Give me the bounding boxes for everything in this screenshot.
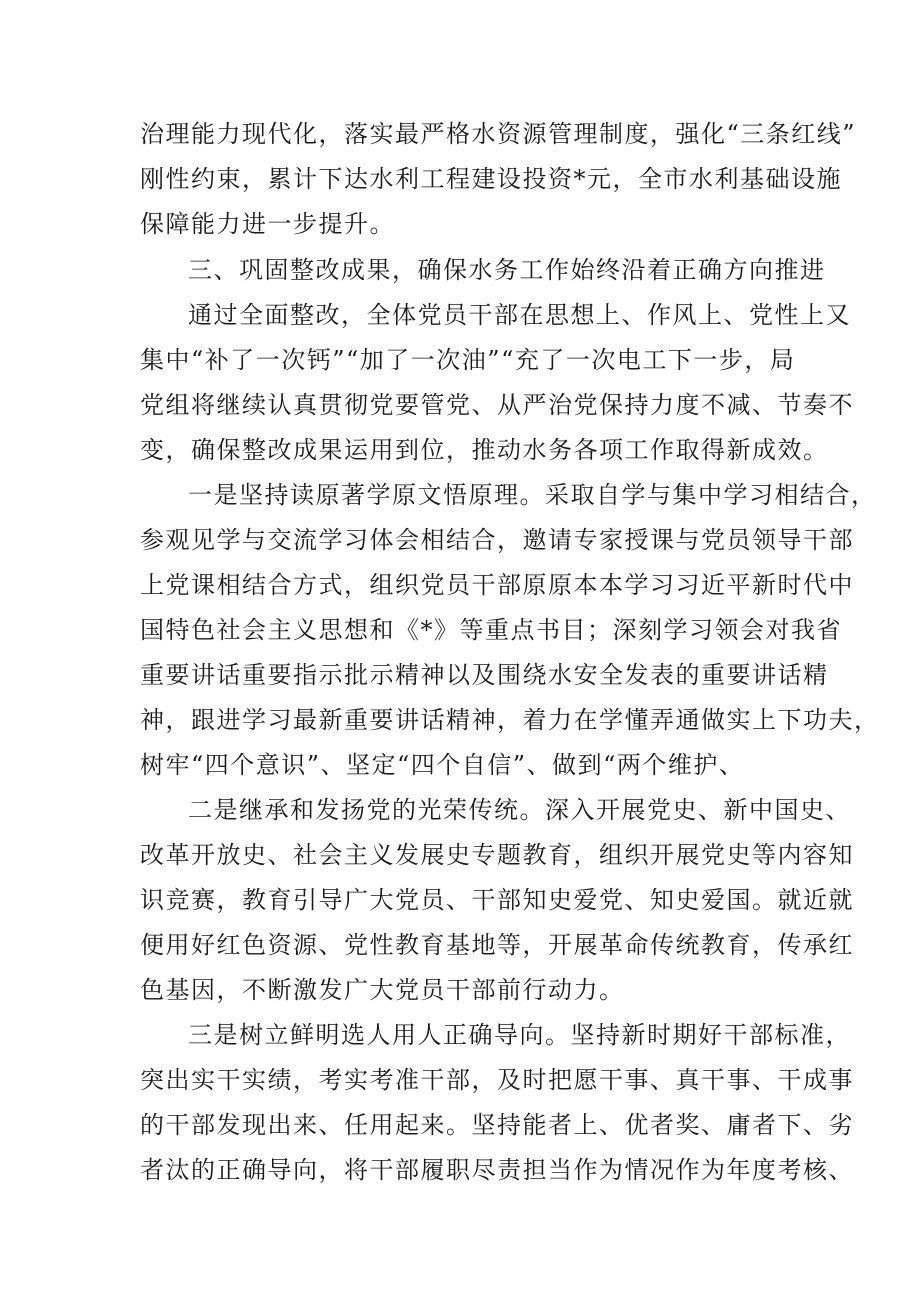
text-line: 便用好红色资源、党性教育基地等，开展革命传统教育，传承红 <box>140 931 854 959</box>
text-line: 识竞赛，教育引导广大党员、干部知史爱党、知史爱国。就近就 <box>140 886 854 914</box>
text-line: 重要讲话重要指示批示精神以及围绕水安全发表的重要讲话精 <box>140 661 829 689</box>
text-line: 色基因，不断激发广大党员干部前行动力。 <box>140 976 625 1004</box>
text-line: 树牢“四个意识”、坚定“四个自信”、做到“两个维护、 <box>140 751 745 779</box>
text-line: 上党课相结合方式，组织党员干部原原本本学习习近平新时代中 <box>140 571 854 599</box>
text-line: 神，跟进学习最新重要讲话精神，着力在学懂弄通做实上下功夫， <box>140 706 880 734</box>
text-line: 者汰的正确导向，将干部履职尽责担当作为情况作为年度考核、 <box>140 1156 854 1184</box>
paragraph-start: 三是树立鲜明选人用人正确导向。坚持新时期好干部标准， <box>188 1021 851 1049</box>
text-line: 治理能力现代化，落实最严格水资源管理制度，强化“三条红线” <box>140 120 857 148</box>
paragraph-start: 一是坚持读原著学原文悟原理。采取自学与集中学习相结合， <box>188 481 877 509</box>
text-line: 保障能力进一步提升。 <box>140 210 395 238</box>
section-heading: 三、巩固整改成果，确保水务工作始终沿着正确方向推进 <box>188 256 826 284</box>
paragraph-start: 通过全面整改，全体党员干部在思想上、作风上、党性上又 <box>188 301 851 329</box>
text-line: 改革开放史、社会主义发展史专题教育，组织开展党史等内容知 <box>140 841 854 869</box>
text-line: 参观见学与交流学习体会相结合，邀请专家授课与党员领导干部 <box>140 526 854 554</box>
text-line: 突出实干实绩，考实考准干部，及时把愿干事、真干事、干成事 <box>140 1066 854 1094</box>
text-line: 的干部发现出来、任用起来。坚持能者上、优者奖、庸者下、劣 <box>140 1111 854 1139</box>
text-line: 集中“补了一次钙”“加了一次油”“充了一次电工下一步，局 <box>140 346 796 374</box>
text-line: 刚性约束，累计下达水利工程建设投资*元，全市水利基础设施 <box>140 165 842 193</box>
text-line: 变，确保整改成果运用到位，推动水务各项工作取得新成效。 <box>140 436 829 464</box>
text-line: 党组将继续认真贯彻党要管党、从严治党保持力度不减、节奏不 <box>140 391 854 419</box>
text-line: 国特色社会主义思想和《*》等重点书目；深刻学习领会对我省 <box>140 616 842 644</box>
paragraph-start: 二是继承和发扬党的光荣传统。深入开展党史、新中国史、 <box>188 796 851 824</box>
